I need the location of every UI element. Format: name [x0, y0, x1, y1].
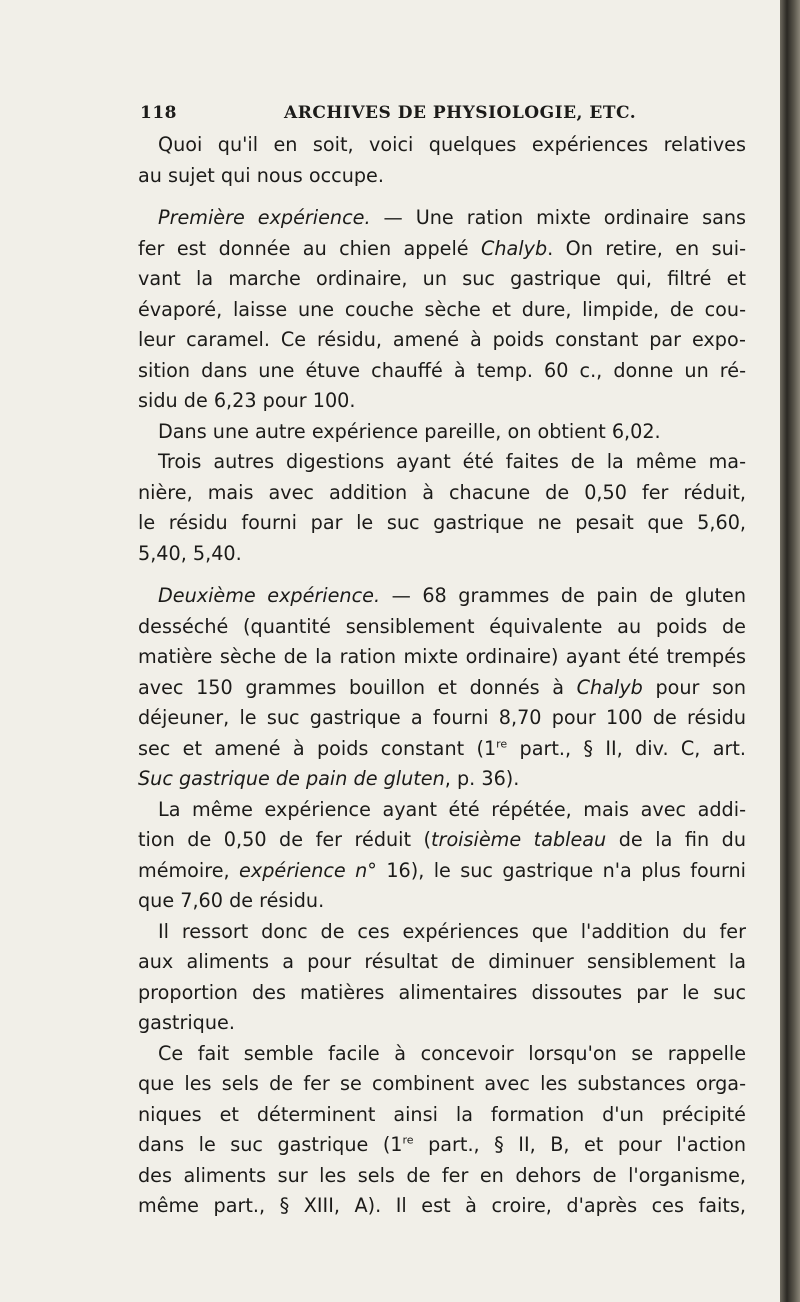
text-line: Deuxième expérience. — 68 grammes de pain de gluten [158, 584, 747, 607]
text-line: évaporé, laisse une couche sèche et dure, limpide, de cou- [138, 297, 746, 321]
dog-name: Chalyb [576, 675, 643, 699]
text-line: que 7,60 de résidu. [138, 889, 325, 912]
paragraph-intro [138, 130, 746, 191]
text-line: Dans une autre expérience pareille, on obtient 6,02. [158, 419, 661, 443]
text-line: Suc gastrique de pain de gluten, p. 36). [138, 767, 520, 790]
text-line: avec 150 grammes bouillon et donnés à Chalyb pour son [138, 675, 746, 699]
text-line: Première expérience. — Une ration mixte ordinaire sans [158, 206, 746, 229]
text-line: proportion des matières alimentaires dissoutes par le suc [138, 980, 746, 1004]
section-reference: Suc gastrique de pain de gluten [138, 767, 445, 790]
dog-name: Chalyb [480, 236, 548, 260]
text-line: des aliments sur les sels de fer en dehors de l'organisme, [138, 1163, 746, 1187]
text-line: Il ressort donc de ces expériences que l'addition du fer [158, 919, 746, 943]
text-line: dans le suc gastrique (1re part., § II, B, et pour l'action [138, 1133, 746, 1156]
text-line: fer est donnée au chien appelé Chalyb. On retire, en sui- [138, 236, 746, 260]
running-title: ARCHIVES DE PHYSIOLOGIE, ETC. [284, 103, 637, 123]
text-line: gastrique. [138, 1011, 235, 1034]
page-text [138, 96, 746, 1222]
text-line: aux aliments a pour résultat de diminuer sensiblement la [138, 950, 746, 973]
text-line: vant la marche ordinaire, un suc gastrique qui, filtré et [138, 267, 746, 290]
page-number: 118 [140, 103, 177, 123]
paragraph-explanation [138, 1039, 746, 1222]
running-head [138, 96, 746, 130]
text-line: tion de 0,50 de fer réduit (troisième tableau de la fin du [138, 828, 746, 851]
text-line: sition dans une étuve chauffé à temp. 60 c., donne un ré- [138, 358, 746, 382]
text-line: nière, mais avec addition à chacune de 0,50 fer réduit, [138, 480, 746, 504]
table-reference: troisième tableau [431, 828, 607, 851]
paragraph-three-digestions [138, 447, 746, 569]
experiment-heading: Première expérience. [158, 206, 371, 229]
experiment-heading: Deuxième expérience. [158, 584, 381, 607]
paragraph-second-result [138, 417, 746, 448]
text-line: 5,40, 5,40. [138, 541, 242, 565]
text-line: sec et amené à poids constant (1re part., § II, div. C, art. [138, 736, 746, 760]
paragraph-conclusion [138, 917, 746, 1039]
text-line: Quoi qu'il en soit, voici quelques expériences relatives [158, 133, 746, 156]
text-line: niques et déterminent ainsi la formation d'un précipité [138, 1102, 746, 1126]
text-line: leur caramel. Ce résidu, amené à poids constant par expo- [138, 328, 746, 351]
text-line: Trois autres digestions ayant été faites de la même ma- [158, 450, 746, 473]
text-line: même part., § XIII, A). Il est à croire, d'après ces faits, [138, 1194, 746, 1217]
text-line: au sujet qui nous occupe. [138, 163, 384, 187]
text-line: le résidu fourni par le suc gastrique ne pesait que 5,60, [138, 511, 746, 534]
experiment-reference: expérience n° [239, 858, 377, 882]
paragraph-second-experiment [138, 581, 746, 795]
text-line: La même expérience ayant été répétée, mais avec addi- [158, 797, 746, 821]
text-line: sidu de 6,23 pour 100. [138, 389, 356, 412]
text-line: matière sèche de la ration mixte ordinaire) ayant été trempés [138, 645, 746, 668]
text-line: Ce fait semble facile à concevoir lorsqu'on se rappelle [158, 1041, 746, 1065]
paragraph-first-experiment [138, 203, 746, 417]
text-line: desséché (quantité sensiblement équivalente au poids de [138, 614, 746, 638]
text-line: déjeuner, le suc gastrique a fourni 8,70 pour 100 de résidu [138, 706, 746, 729]
text-line: que les sels de fer se combinent avec les substances orga- [138, 1072, 746, 1095]
paragraph-repeated-experiment [138, 795, 746, 917]
text-line: mémoire, expérience n° 16), le suc gastrique n'a plus fourni [138, 858, 746, 882]
book-binding-edge [780, 0, 800, 1302]
